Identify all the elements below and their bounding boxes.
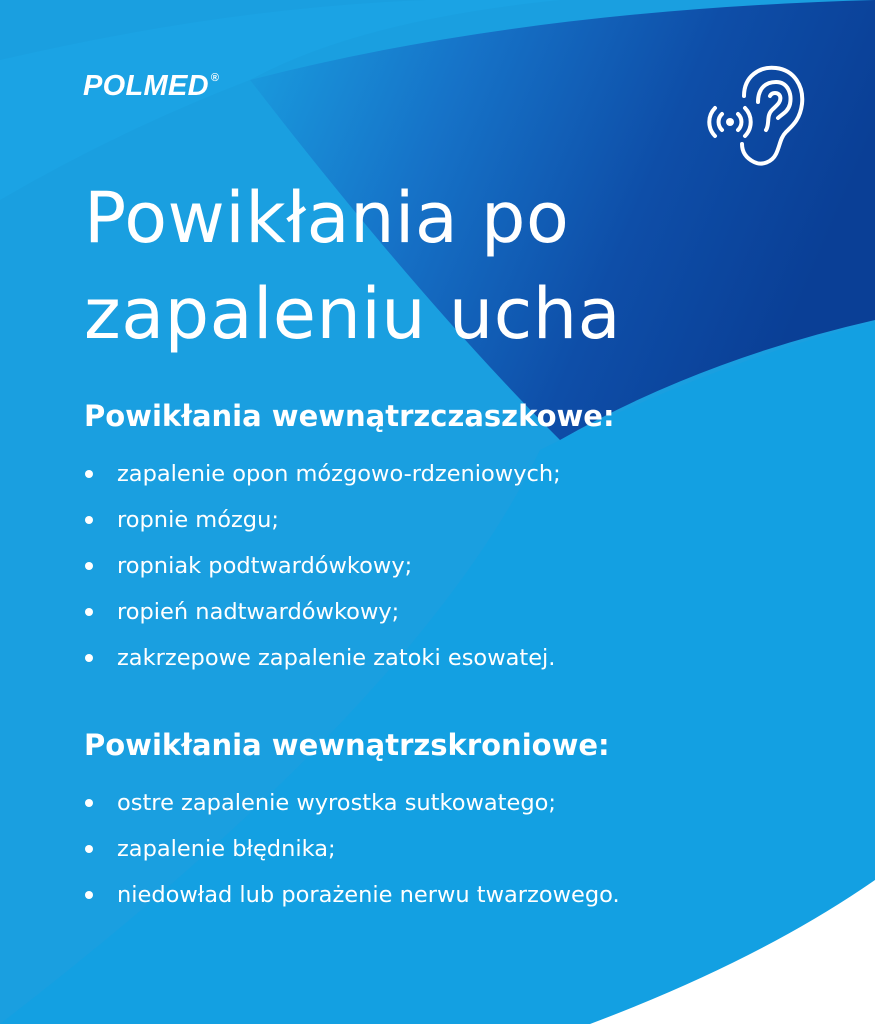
list-item-text: zapalenie błędnika; bbox=[117, 836, 336, 862]
bullet-icon bbox=[85, 470, 93, 478]
list-item bbox=[84, 497, 615, 543]
list-item-text: ropniak podtwardówkowy; bbox=[117, 553, 413, 579]
bullet-icon bbox=[85, 608, 93, 616]
brand-name: POLMED bbox=[83, 70, 209, 102]
list-item-text: zakrzepowe zapalenie zatoki esowatej. bbox=[117, 645, 556, 671]
intratemporal-complications-section bbox=[84, 727, 620, 918]
bullet-icon bbox=[85, 891, 93, 899]
list-item bbox=[84, 451, 615, 497]
ear-with-sound-waves-icon bbox=[700, 62, 812, 172]
section-heading: Powikłania wewnątrzczaszkowe: bbox=[84, 399, 615, 433]
bullet-icon bbox=[85, 562, 93, 570]
list-item bbox=[84, 635, 615, 681]
list-item bbox=[84, 872, 620, 918]
title-line-2: zapaleniu ucha bbox=[84, 273, 622, 355]
bullet-icon bbox=[85, 654, 93, 662]
registered-mark: ® bbox=[210, 72, 220, 84]
intracranial-complications-section bbox=[84, 398, 615, 681]
bullet-icon bbox=[85, 799, 93, 807]
section-heading: Powikłania wewnątrzskroniowe: bbox=[84, 728, 610, 762]
bullet-icon bbox=[85, 516, 93, 524]
bullet-icon bbox=[85, 845, 93, 853]
list-item bbox=[84, 589, 615, 635]
list-item-text: niedowład lub porażenie nerwu twarzowego. bbox=[117, 882, 620, 908]
complications-list bbox=[84, 451, 615, 681]
list-item-text: ropień nadtwardówkowy; bbox=[117, 599, 400, 625]
polmed-logo bbox=[83, 70, 219, 103]
list-item-text: zapalenie opon mózgowo-rdzeniowych; bbox=[117, 461, 561, 487]
list-item-text: ostre zapalenie wyrostka sutkowatego; bbox=[117, 790, 556, 816]
page-title bbox=[84, 170, 621, 362]
complications-list bbox=[84, 780, 620, 918]
list-item bbox=[84, 826, 620, 872]
list-item bbox=[84, 543, 615, 589]
list-item bbox=[84, 780, 620, 826]
list-item-text: ropnie mózgu; bbox=[117, 507, 279, 533]
title-line-1: Powikłania po bbox=[84, 177, 570, 259]
